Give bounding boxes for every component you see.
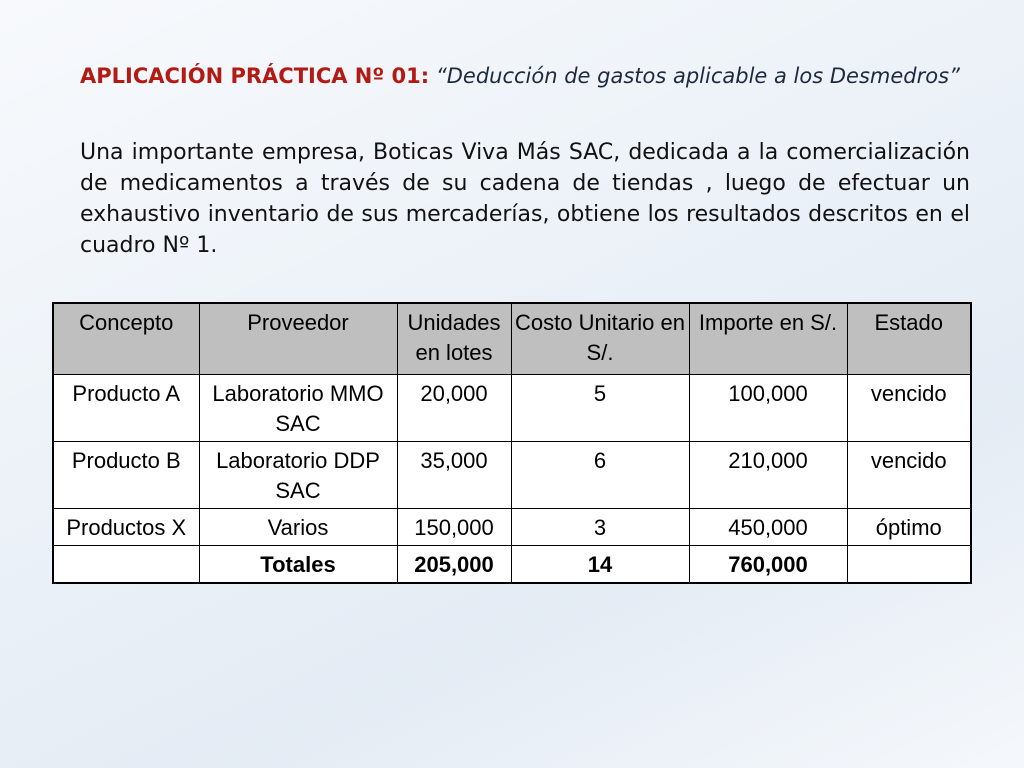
cell-unidades: 20,000 xyxy=(397,375,511,442)
cell-estado: óptimo xyxy=(847,509,971,546)
title-subtitle: “Deducción de gastos aplicable a los Desmedros” xyxy=(435,64,960,88)
results-table-container xyxy=(52,302,972,584)
cell-totals-empty-end xyxy=(847,546,971,584)
header-importe: Importe en S/. xyxy=(689,303,847,375)
cell-costo-unitario: 3 xyxy=(511,509,689,546)
cell-concepto: Producto A xyxy=(53,375,199,442)
cell-costo-unitario: 6 xyxy=(511,442,689,509)
cell-importe: 450,000 xyxy=(689,509,847,546)
slide-title xyxy=(80,60,972,92)
cell-unidades: 35,000 xyxy=(397,442,511,509)
totals-label: Totales xyxy=(199,546,397,584)
cell-totals-empty xyxy=(53,546,199,584)
total-costo-unitario: 14 xyxy=(511,546,689,584)
title-label: APLICACIÓN PRÁCTICA Nº 01: xyxy=(80,64,430,88)
total-unidades: 205,000 xyxy=(397,546,511,584)
cell-costo-unitario: 5 xyxy=(511,375,689,442)
cell-unidades: 150,000 xyxy=(397,509,511,546)
header-proveedor: Proveedor xyxy=(199,303,397,375)
cell-proveedor: Laboratorio MMO SAC xyxy=(199,375,397,442)
table-row xyxy=(53,509,971,546)
intro-paragraph: Una importante empresa, Boticas Viva Más SAC, dedicada a la comercialización de medicamentos a través de su cadena de tiendas , luego de efectuar un exhaustivo inventario de sus mercaderías, obtiene los resultados descritos en el cuadro Nº 1. xyxy=(80,140,970,258)
header-estado: Estado xyxy=(847,303,971,375)
header-costo-unitario: Costo Unitario en S/. xyxy=(511,303,689,375)
cell-proveedor: Laboratorio DDP SAC xyxy=(199,442,397,509)
header-concepto: Concepto xyxy=(53,303,199,375)
totals-row xyxy=(53,546,971,584)
cell-proveedor: Varios xyxy=(199,509,397,546)
cell-estado: vencido xyxy=(847,442,971,509)
cell-concepto: Producto B xyxy=(53,442,199,509)
table-row xyxy=(53,375,971,442)
table-header-row xyxy=(53,303,971,375)
cell-concepto: Productos X xyxy=(53,509,199,546)
results-table xyxy=(52,302,972,584)
cell-importe: 210,000 xyxy=(689,442,847,509)
total-importe: 760,000 xyxy=(689,546,847,584)
header-unidades: Unidades en lotes xyxy=(397,303,511,375)
cell-estado: vencido xyxy=(847,375,971,442)
table-row xyxy=(53,442,971,509)
cell-importe: 100,000 xyxy=(689,375,847,442)
